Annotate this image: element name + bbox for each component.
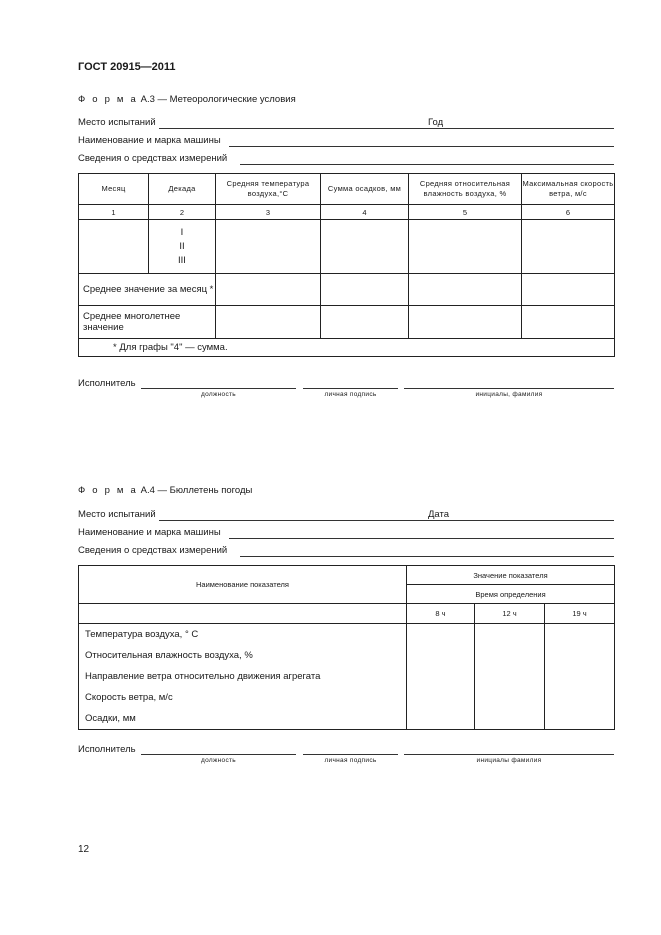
executor-signature-line[interactable] — [303, 744, 398, 755]
form-a3-title-prefix: Ф о р м а — [78, 94, 138, 105]
field-machine-label: Наименование и марка машины — [78, 135, 221, 146]
field-year-label: Год — [428, 117, 444, 128]
cell-avg-month-temperature[interactable] — [216, 274, 321, 306]
field-machine-line[interactable] — [229, 527, 614, 539]
field-instruments-line[interactable] — [240, 153, 614, 165]
executor-signature-line[interactable] — [303, 378, 398, 389]
weather-conditions-table — [78, 173, 615, 357]
indicator-wind-direction: Направление ветра относительно движения агрегата — [85, 671, 321, 682]
field-machine — [78, 527, 614, 541]
page-number: 12 — [78, 844, 90, 855]
field-instruments — [78, 153, 614, 167]
caption-position: должность — [201, 391, 236, 398]
col-time-19: 19 ч — [545, 604, 615, 624]
form-a4-title-text: Бюллетень погоды — [169, 485, 253, 496]
field-machine-label: Наименование и марка машины — [78, 527, 221, 538]
cell-avg-long-wind[interactable] — [522, 306, 615, 339]
executor-label: Исполнитель — [78, 378, 136, 389]
cell-empty-header — [79, 604, 407, 624]
field-instruments — [78, 545, 614, 559]
col-num-1: 1 — [79, 205, 149, 220]
cell-month[interactable] — [79, 220, 149, 274]
field-place-date — [78, 509, 614, 523]
indicator-temperature: Температура воздуха, ° С — [85, 629, 199, 640]
form-a4-title-sep: — — [154, 485, 170, 496]
col-wind-speed: Максимальная скорость ветра, м/с — [522, 174, 615, 205]
table-row-avg-month — [79, 274, 615, 306]
col-decade: Декада — [149, 174, 216, 205]
form-a4-title-prefix: Ф о р м а — [78, 485, 138, 496]
field-machine-line[interactable] — [229, 135, 614, 147]
table-header-row — [79, 604, 615, 624]
cell-avg-long-precipitation[interactable] — [321, 306, 409, 339]
col-num-3: 3 — [216, 205, 321, 220]
caption-name: инициалы фамилия — [476, 757, 542, 764]
form-a4-title-num: А.4 — [140, 485, 155, 496]
indicator-wind-speed: Скорость ветра, м/с — [85, 692, 173, 703]
field-place-year — [78, 117, 614, 131]
col-humidity: Средняя относительная влажность воздуха, % — [409, 174, 522, 205]
table-row-indicators — [79, 624, 615, 730]
decade-1: I — [180, 226, 184, 238]
field-place-label: Место испытаний — [78, 117, 156, 128]
indicators-cell — [79, 624, 407, 730]
col-num-4: 4 — [321, 205, 409, 220]
table-header-row — [79, 566, 615, 585]
form-a3-title-text: Метеорологические условия — [169, 94, 296, 105]
document-header: ГОСТ 20915—2011 — [78, 61, 176, 73]
decade-2: II — [179, 240, 185, 252]
col-num-5: 5 — [409, 205, 522, 220]
field-place-label: Место испытаний — [78, 509, 156, 520]
caption-position: должность — [201, 757, 236, 764]
col-indicator-value: Значение показателя — [407, 566, 615, 585]
col-indicator-name: Наименование показателя — [79, 566, 407, 604]
field-machine — [78, 135, 614, 149]
table-footnote-row — [79, 339, 615, 357]
field-instruments-label: Сведения о средствах измерений — [78, 545, 228, 556]
caption-signature: личная подпись — [324, 391, 377, 398]
column-numbers-row — [79, 205, 615, 220]
table-row-decades — [79, 220, 615, 274]
form-a4-title — [78, 485, 252, 496]
cell-value-19[interactable] — [545, 624, 615, 730]
cell-humidity[interactable] — [409, 220, 522, 274]
col-time-12: 12 ч — [475, 604, 545, 624]
col-temperature: Средняя температура воздуха,°С — [216, 174, 321, 205]
form-a3-title-num: А.3 — [140, 94, 155, 105]
table-footnote: * Для графы "4" — сумма. — [79, 339, 615, 357]
executor-position-line[interactable] — [141, 378, 296, 389]
field-year-line[interactable] — [444, 117, 614, 129]
cell-wind[interactable] — [522, 220, 615, 274]
row-avg-long-label: Среднее многолетнее значение — [79, 306, 216, 339]
cell-value-8[interactable] — [407, 624, 475, 730]
col-month: Месяц — [79, 174, 149, 205]
cell-value-12[interactable] — [475, 624, 545, 730]
col-num-6: 6 — [522, 205, 615, 220]
field-instruments-line[interactable] — [240, 545, 614, 557]
form-a3-title — [78, 94, 296, 105]
cell-avg-month-precipitation[interactable] — [321, 274, 409, 306]
table-header-row — [79, 174, 615, 205]
indicator-humidity: Относительная влажность воздуха, % — [85, 650, 253, 661]
executor-name-line[interactable] — [404, 744, 614, 755]
executor-label: Исполнитель — [78, 744, 136, 755]
cell-temperature[interactable] — [216, 220, 321, 274]
caption-name: инициалы, фамилия — [475, 391, 543, 398]
table-row-avg-long — [79, 306, 615, 339]
col-time-8: 8 ч — [407, 604, 475, 624]
col-time-of-measurement: Время определения — [407, 585, 615, 604]
field-date-label: Дата — [428, 509, 450, 520]
col-precipitation: Сумма осадков, мм — [321, 174, 409, 205]
cell-avg-long-temperature[interactable] — [216, 306, 321, 339]
row-avg-month-label: Среднее значение за месяц * — [79, 274, 216, 306]
cell-avg-month-humidity[interactable] — [409, 274, 522, 306]
caption-signature: личная подпись — [324, 757, 377, 764]
cell-precipitation[interactable] — [321, 220, 409, 274]
cell-avg-long-humidity[interactable] — [409, 306, 522, 339]
field-date-line[interactable] — [451, 509, 614, 521]
weather-bulletin-table — [78, 565, 615, 730]
cell-avg-month-wind[interactable] — [522, 274, 615, 306]
executor-position-line[interactable] — [141, 744, 296, 755]
decade-3: III — [178, 254, 186, 266]
executor-name-line[interactable] — [404, 378, 614, 389]
field-instruments-label: Сведения о средствах измерений — [78, 153, 228, 164]
col-num-2: 2 — [149, 205, 216, 220]
indicator-precipitation: Осадки, мм — [85, 713, 136, 724]
cell-decades — [149, 220, 216, 274]
form-a3-title-sep: — — [154, 94, 170, 105]
